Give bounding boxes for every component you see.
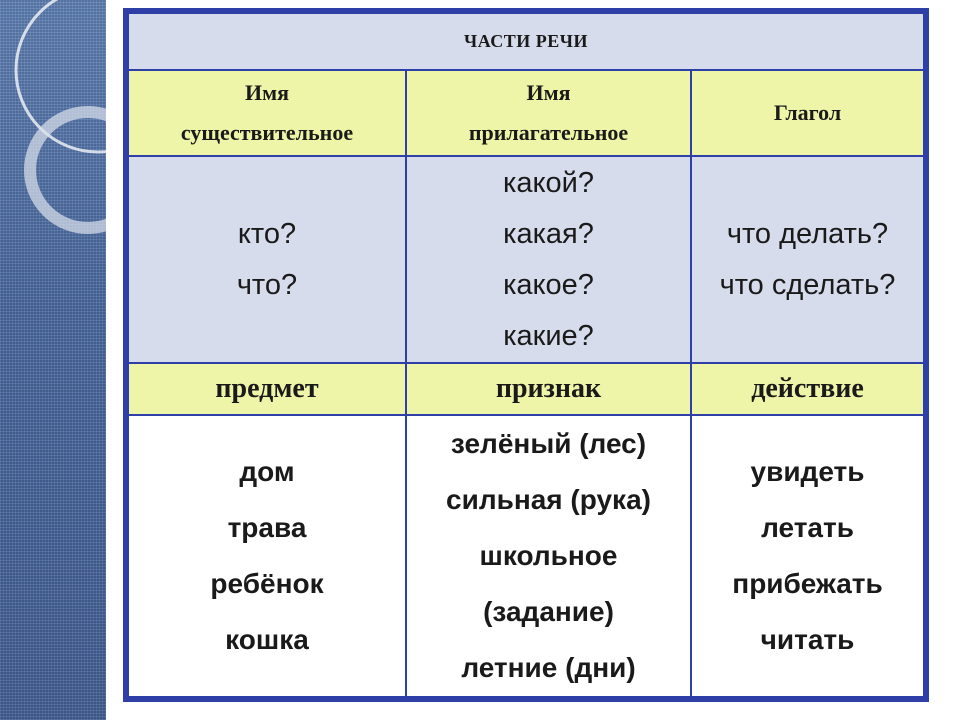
meaning-adjective: признак [406,363,691,415]
table-title: ЧАСТИ РЕЧИ [128,13,924,70]
example-item: ребёнок [210,568,324,599]
example-item: летние (дни) [461,652,636,683]
questions-adjective [406,156,691,363]
questions-verb [691,156,924,363]
example-item: читать [760,624,855,655]
question-item: что делать? [726,217,889,250]
question-item: какая? [503,217,594,250]
meaning-noun: предмет [128,363,406,415]
header-noun [128,70,406,156]
decorative-circles [0,0,106,720]
question-item: какой? [503,166,594,199]
question-item: что? [236,268,298,301]
examples-adjective [406,415,691,697]
example-item: сильная (рука) [446,484,651,515]
example-item: дом [239,456,295,487]
header-noun-line-1: Имя [245,80,289,105]
question-item: что сделать? [719,268,896,301]
meaning-verb: действие [691,363,924,415]
header-adjective [406,70,691,156]
example-item: школьное [479,540,618,571]
header-verb-line-1: Глагол [773,100,842,125]
examples-verb [691,415,924,697]
question-item: какие? [503,319,594,352]
question-item: кто? [237,217,297,250]
example-item: летать [761,512,854,543]
question-item: какое? [503,268,594,301]
header-noun-line-2: существительное [180,120,354,145]
example-item: трава [227,512,307,543]
example-item: увидеть [750,456,865,487]
header-adjective-line-2: прилагательное [468,120,629,145]
parts-of-speech-table [123,8,929,702]
header-verb [691,70,924,156]
examples-noun [128,415,406,697]
example-item: прибежать [732,568,883,599]
example-item: (задание) [483,596,614,627]
questions-noun [128,156,406,363]
decorative-side-panel [0,0,106,720]
example-item: зелёный (лес) [450,428,647,459]
example-item: кошка [225,624,309,655]
header-adjective-line-1: Имя [526,80,571,105]
